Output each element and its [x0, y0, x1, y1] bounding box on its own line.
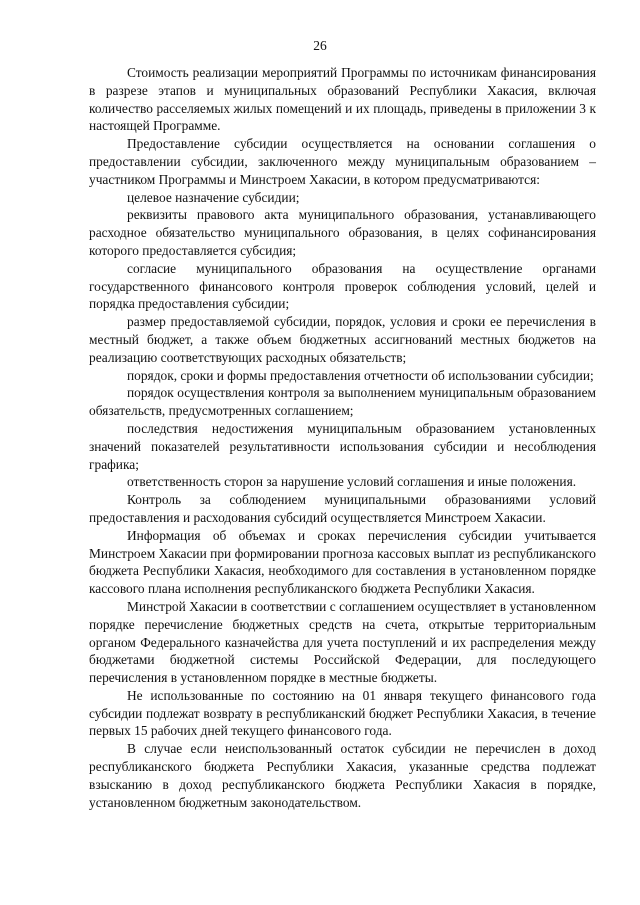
paragraph-oversight: Контроль за соблюдением муниципальными образованиями условий предоставления и расходования субсидий осуществляется Минстроем Хакасии.: [89, 492, 596, 525]
page-number: 26: [313, 38, 327, 53]
paragraph-agreement: Предоставление субсидии осуществляется на основании соглашения о предоставлении субсидии, заключенного между муниципальным образованием – участником Программы и Минстроем Хакасии, в котором предусматриваются:: [89, 136, 596, 187]
list-item-legal-act: реквизиты правового акта муниципального образования, устанавливающего расходное обязательство муниципального образования, в целях софинансирования которого предоставляется субсидия;: [89, 207, 596, 258]
list-item-consequences: последствия недостижения муниципальным образованием установленных значений показателей результативности использования субсидии и несоблюдения графика;: [89, 420, 596, 472]
list-item-consent: согласие муниципального образования на осуществление органами государственного финансового контроля проверок соблюдения условий, целей и порядка предоставления субсидии;: [89, 260, 596, 312]
paragraph-return: Не использованные по состоянию на 01 января текущего финансового года субсидии подлежат возврату в республиканский бюджет Республики Хакасия, в течение первых 15 рабочих дней текущего финансового года.: [89, 687, 596, 739]
list-item-control: порядок осуществления контроля за выполнением муниципальным образованием обязательств, предусмотренных соглашением;: [89, 385, 596, 419]
list-item-responsibility: ответственность сторон за нарушение условий соглашения и иные положения.: [127, 474, 577, 490]
paragraph-cash-forecast: Информация об объемах и сроках перечисления субсидии учитывается Минстроем Хакасии при формировании прогноза кассовых выплат из республиканского бюджета Республики Хакасия, необходимого для составления в установленном порядке кассового плана исполнения республиканского бюджета Республики Хакасия.: [89, 527, 596, 597]
paragraph-cost: Стоимость реализации мероприятий Программы по источникам финансирования в разрезе этапов и муниципальных образований Республики Хакасия, включая количество расселяемых жилых помещений и их площадь, приведены в приложении 3 к настоящей Программе.: [89, 65, 596, 134]
document-body: [89, 64, 596, 811]
paragraph-recovery: В случае если неиспользованный остаток субсидии не перечислен в доход республиканского бюджета Республики Хакасия, указанные средства подлежат взысканию в доход республиканского бюджета Республики Хакасия в порядке, установленном бюджетным законодательством.: [89, 741, 596, 810]
paragraph-transfer: Минстрой Хакасии в соответствии с соглашением осуществляет в установленном порядке перечисление бюджетных средств на счета, открытые территориальным органом Федерального казначейства для учета поступлений и их распределения между бюджетами бюджетной системы Российской Федерации, для последующего перечисления в установленном порядке в местные бюджеты.: [89, 598, 596, 686]
list-item-amount: размер предоставляемой субсидии, порядок, условия и сроки ее перечисления в местный бюджет, а также объем бюджетных ассигнований местных бюджетов на реализацию соответствующих расходных обязательств;: [89, 314, 596, 365]
list-item-purpose: целевое назначение субсидии;: [127, 189, 300, 205]
list-item-reporting: порядок, сроки и формы предоставления отчетности об использовании субсидии;: [127, 367, 594, 383]
